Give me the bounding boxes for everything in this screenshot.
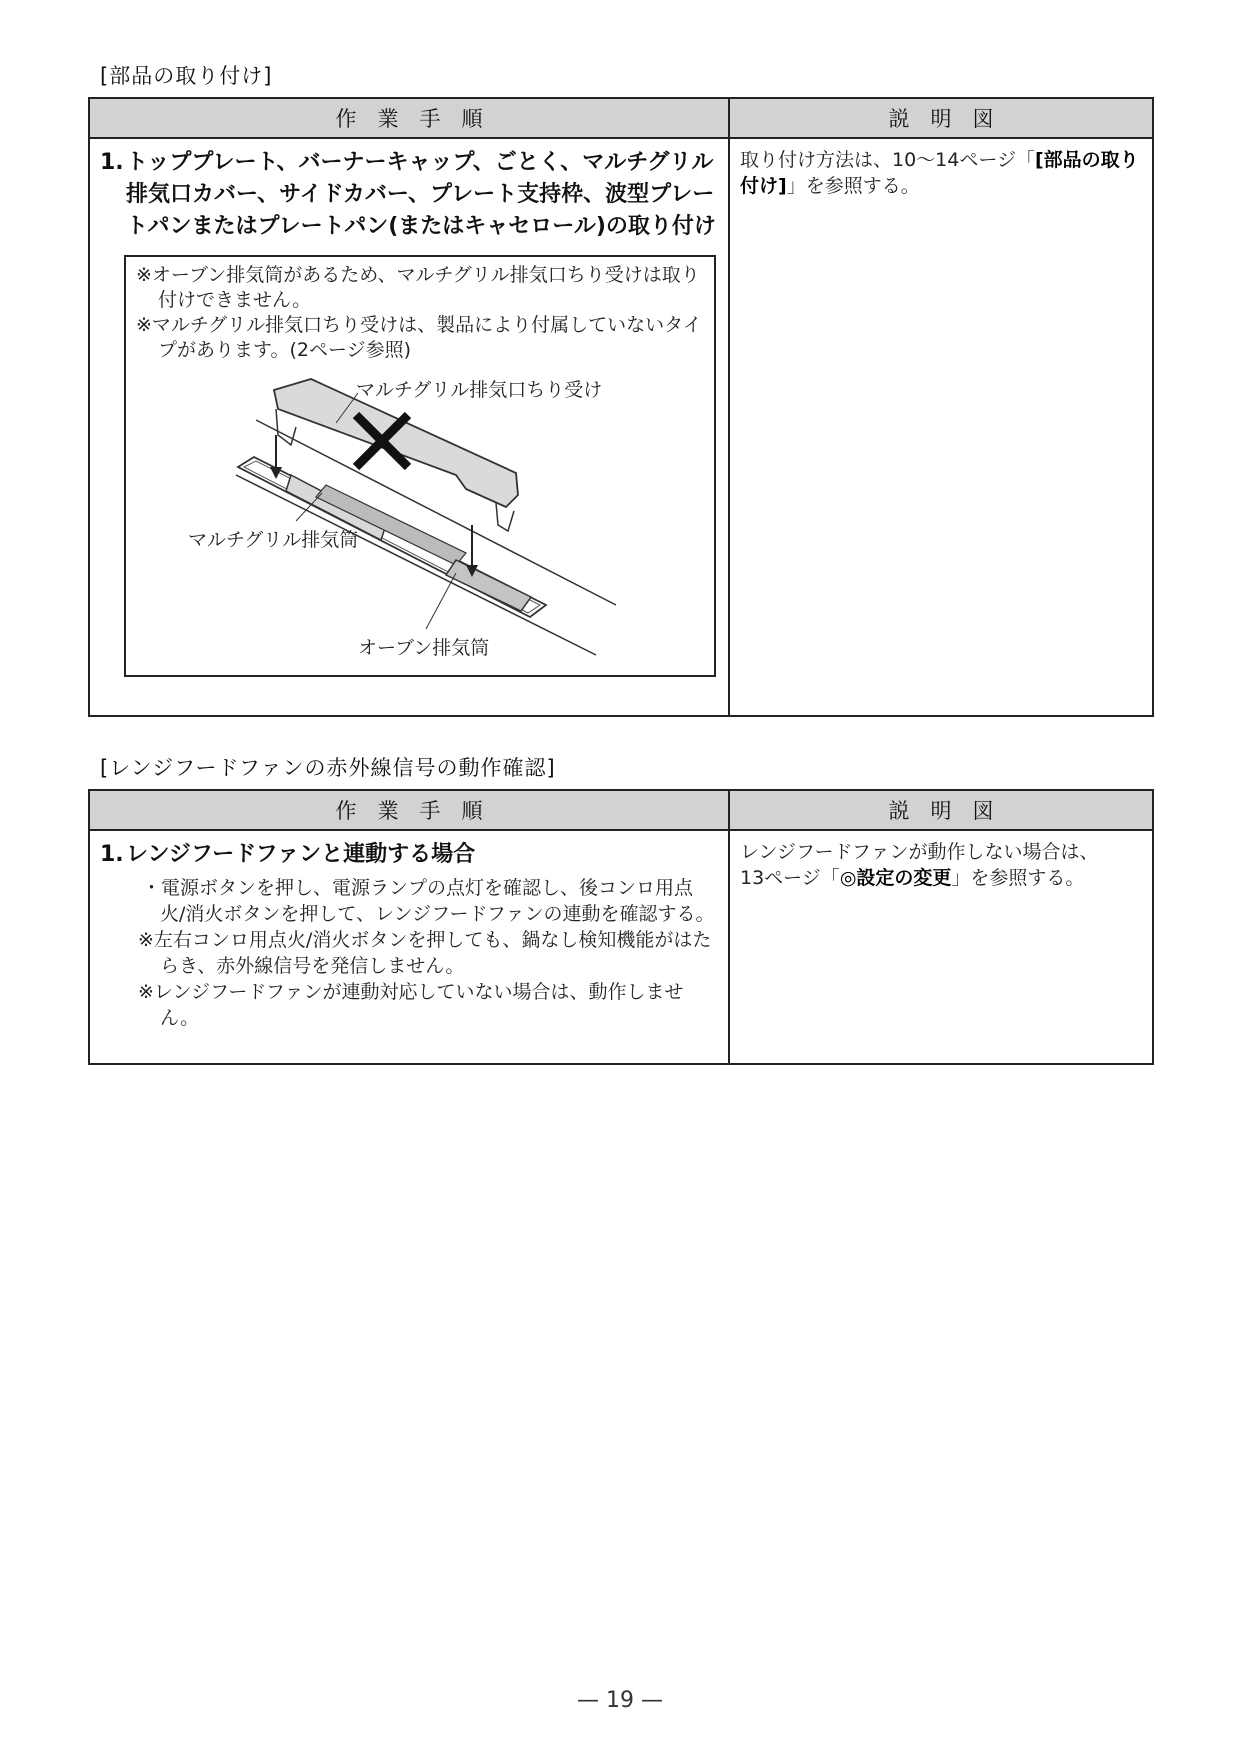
procedure-cell [89, 830, 729, 1064]
column-header-explanation: 説 明 図 [729, 790, 1153, 830]
note-item: ※マルチグリル排気口ちり受けは、製品により付属していないタイプがあります。(2ページ参照) [136, 314, 702, 361]
explain-reference: ◎設定の変更 [839, 867, 952, 889]
step-title-text: レンジフードファンと連動する場合 [126, 842, 476, 867]
label-oven-exhaust: オーブン排気筒 [358, 637, 490, 659]
column-header-explanation: 説 明 図 [729, 98, 1153, 138]
note-item: ※オーブン排気筒があるため、マルチグリル排気口ちり受けは取り付けできません。 [136, 264, 700, 311]
procedure-cell [89, 138, 729, 716]
explain-text: 13ページ「 [740, 867, 840, 889]
note-item: ※レンジフードファンが連動対応していない場合は、動作しません。 [138, 981, 684, 1029]
step-number: 1. [100, 842, 124, 867]
step-title-text: トッププレート、バーナーキャップ、ごとく、マルチグリル排気口カバー、サイドカバー、プレート支持枠、波型プレートパンまたはプレートパン(またはキャセロール)の取り付け [126, 150, 716, 239]
step-title [90, 139, 728, 243]
column-header-procedure: 作 業 手 順 [89, 790, 729, 830]
infrared-check-table [88, 789, 1154, 1065]
explain-text: 取り付け方法は、10〜14ページ「 [740, 149, 1035, 171]
step-number: 1. [100, 150, 124, 175]
parts-install-table [88, 97, 1154, 717]
explanation-cell [729, 830, 1153, 1064]
step-title [90, 831, 728, 871]
column-header-procedure: 作 業 手 順 [89, 98, 729, 138]
note-box [124, 255, 716, 677]
explain-text: 」を参照する。 [786, 175, 920, 197]
section-heading-parts-install: [部品の取り付け] [100, 64, 273, 88]
bullet-item: ・電源ボタンを押し、電源ランプの点灯を確認し、後コンロ用点火/消火ボタンを押して、レンジフードファンの連動を確認する。 [142, 877, 715, 925]
label-dust-tray: マルチグリル排気口ちり受け [356, 379, 603, 401]
label-grill-exhaust: マルチグリル排気筒 [188, 529, 359, 551]
page-number: — 19 — [577, 1688, 663, 1713]
explanation-cell [729, 138, 1153, 716]
section-heading-infrared-check: [レンジフードファンの赤外線信号の動作確認] [100, 756, 556, 780]
note-item: ※左右コンロ用点火/消火ボタンを押しても、鍋なし検知機能がはたらき、赤外線信号を発信しません。 [138, 929, 712, 977]
explain-text: 」を参照する。 [951, 867, 1085, 889]
explain-text: レンジフードファンが動作しない場合は、 [740, 841, 1099, 863]
explain-reference: [部品の取り付け] [740, 149, 1139, 197]
